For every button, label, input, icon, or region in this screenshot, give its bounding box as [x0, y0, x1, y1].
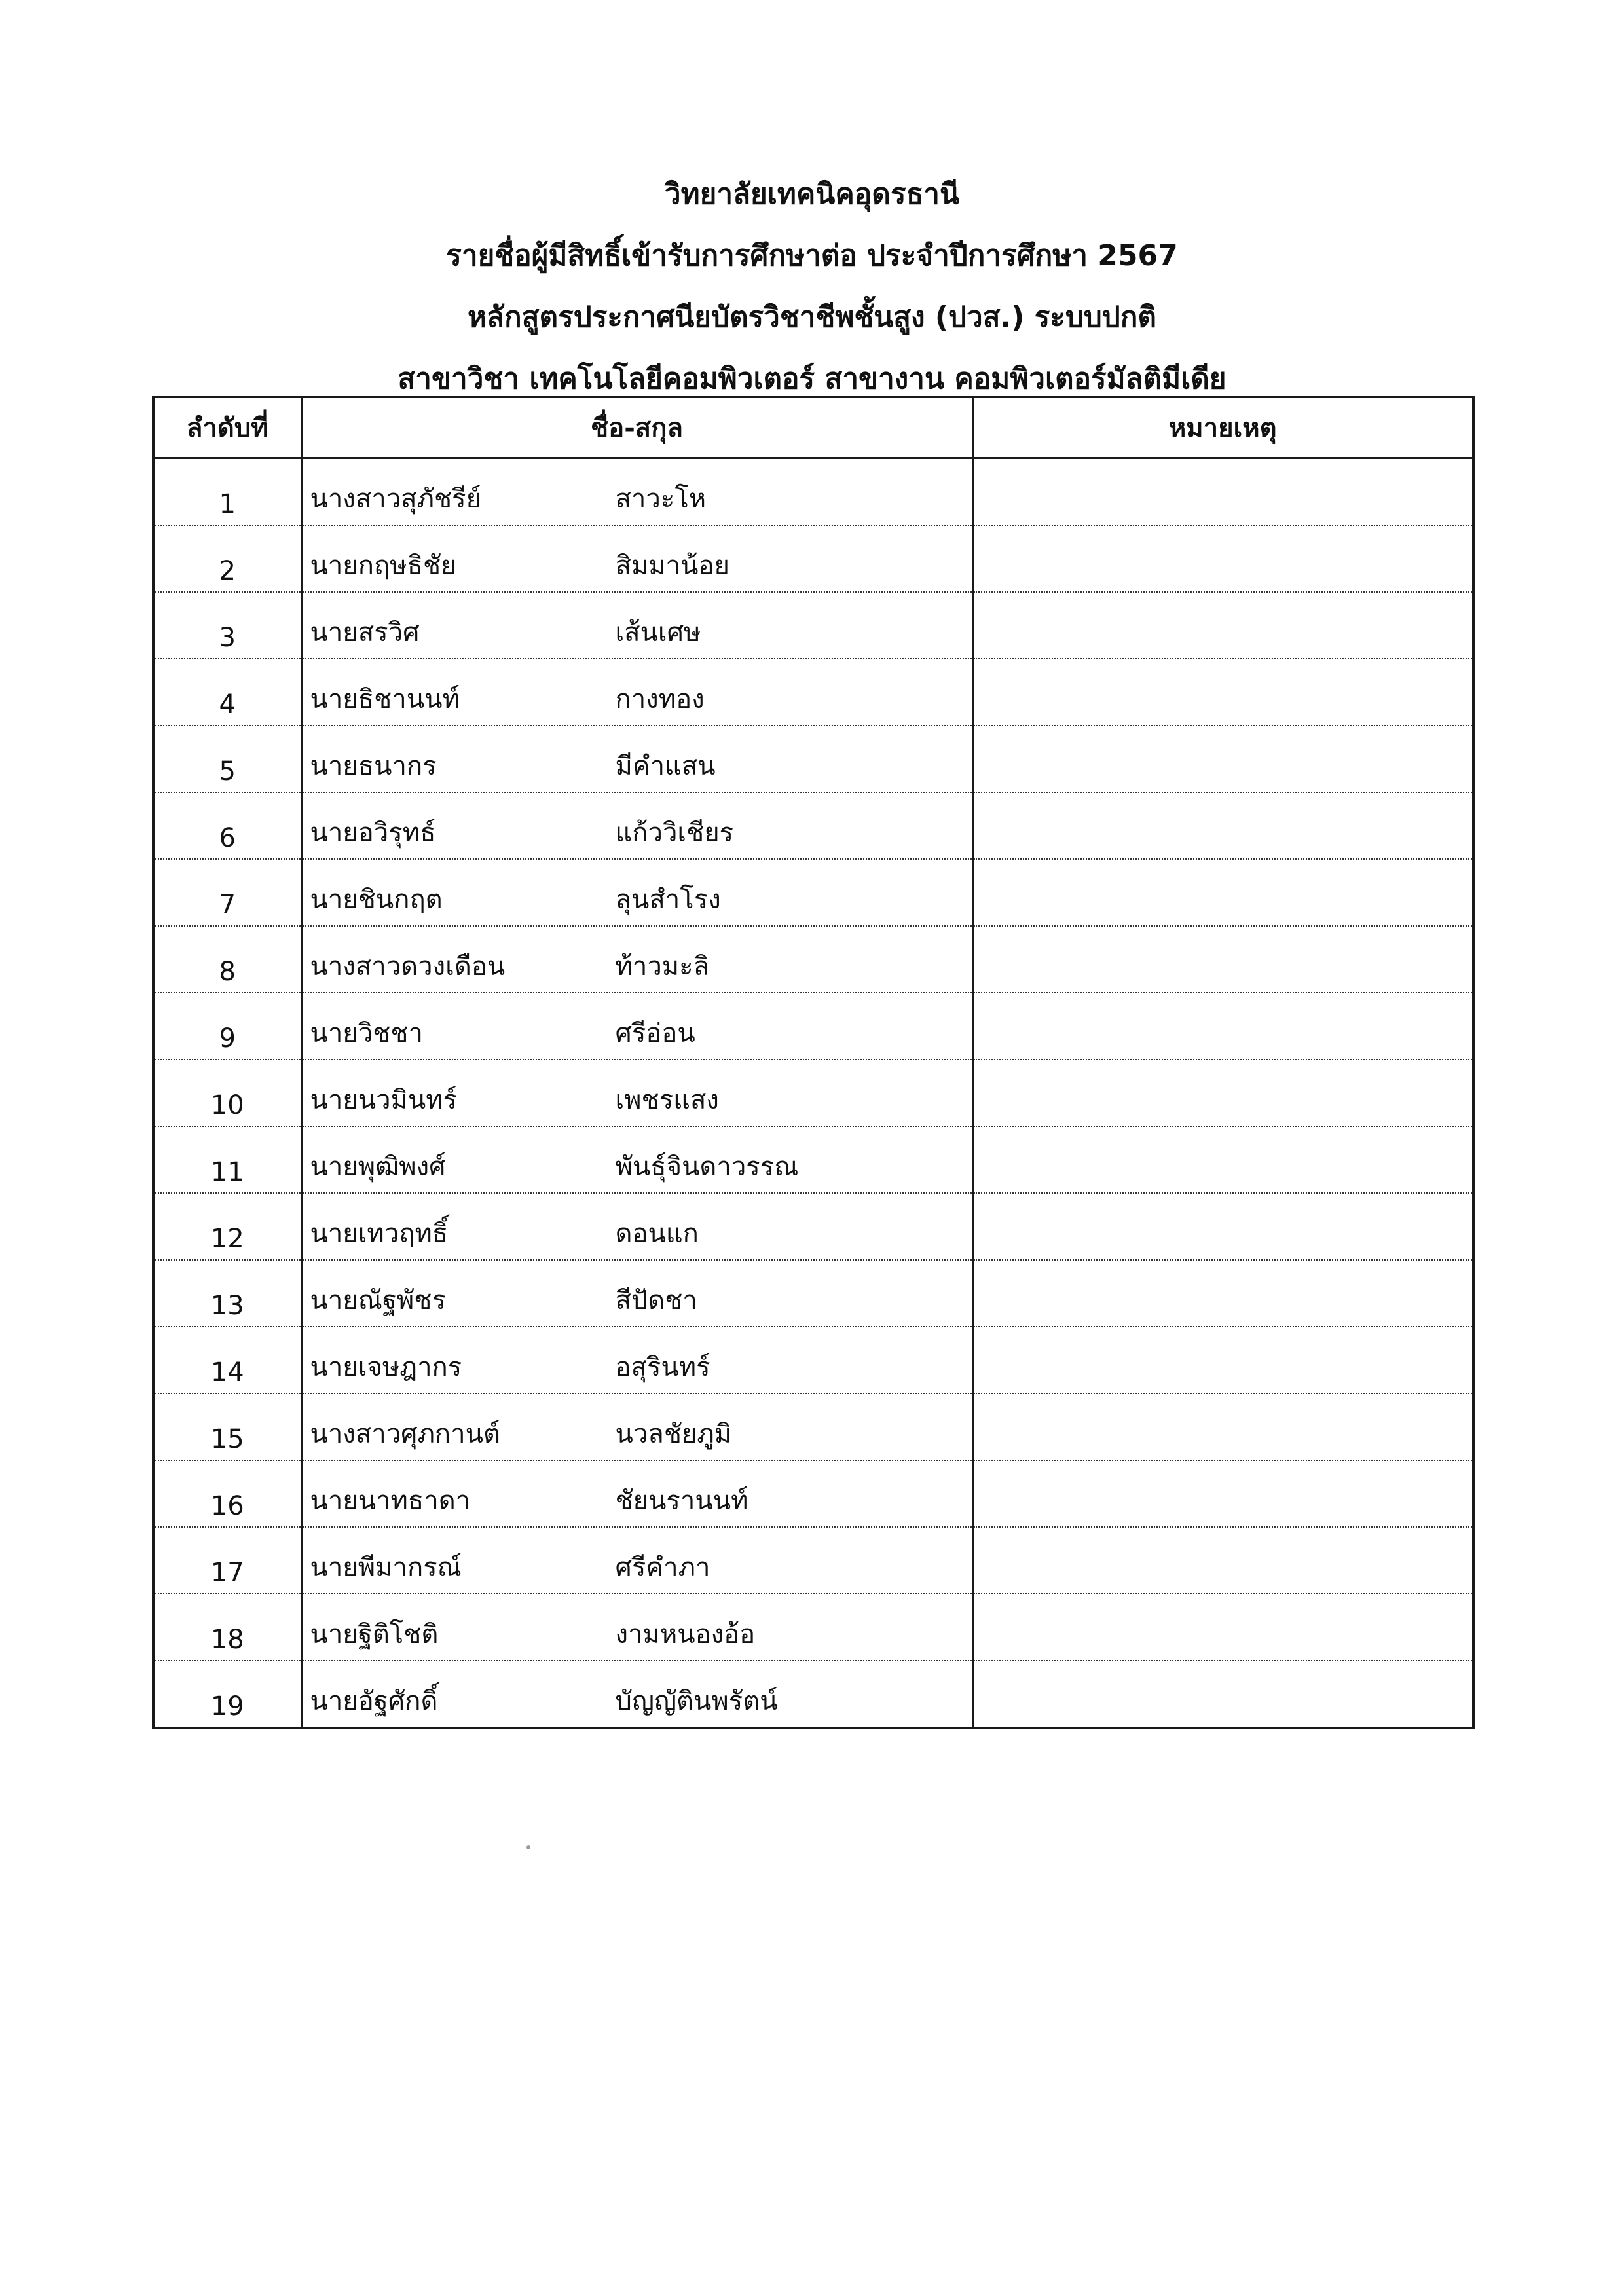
student-name-cell: [301, 458, 972, 526]
row-number: 15: [153, 1393, 301, 1460]
table-row: [153, 458, 1473, 526]
student-name-cell: [301, 659, 972, 726]
student-last-name: สิมมาน้อย: [615, 551, 729, 581]
column-header-number: ลำดับที่: [153, 397, 301, 458]
student-last-name: ชัยนรานนท์: [615, 1486, 748, 1516]
student-last-name: นวลชัยภูมิ: [615, 1419, 732, 1449]
student-last-name: เพชรแสง: [615, 1085, 719, 1115]
row-number: 7: [153, 859, 301, 926]
note-cell: [972, 1460, 1473, 1527]
student-first-name: นายพีมากรณ์: [310, 1553, 462, 1583]
student-first-name: นายสรวิศ: [310, 617, 420, 648]
note-cell: [972, 1126, 1473, 1193]
note-cell: [972, 993, 1473, 1059]
student-first-name: นางสาวดวงเดือน: [310, 951, 506, 982]
note-cell: [972, 458, 1473, 526]
student-first-name: นายชินกฤต: [310, 885, 443, 915]
major-title: สาขาวิชา เทคโนโลยีคอมพิวเตอร์ สาขางาน คอมพิวเตอร์มัลติมีเดีย: [397, 362, 1227, 396]
student-first-name: นายฐิติโชติ: [310, 1619, 439, 1649]
institution-name: วิทยาลัยเทคนิคอุดรธานี: [664, 177, 960, 211]
student-last-name: ดอนแก: [615, 1219, 699, 1249]
note-cell: [972, 592, 1473, 659]
row-number: 5: [153, 726, 301, 792]
table-row: [153, 525, 1473, 592]
student-name-cell: [301, 1126, 972, 1193]
scan-speck: [526, 1845, 530, 1849]
student-first-name: นายวิชชา: [310, 1018, 423, 1048]
student-first-name: นางสาวสุภัชรีย์: [310, 484, 482, 514]
note-cell: [972, 1393, 1473, 1460]
row-number: 6: [153, 792, 301, 859]
student-first-name: นายพุฒิพงศ์: [310, 1152, 446, 1182]
table-row: [153, 1661, 1473, 1728]
student-first-name: นายธิชานนท์: [310, 684, 460, 714]
student-last-name: สีปัดชา: [615, 1285, 697, 1316]
student-name-cell: [301, 926, 972, 993]
row-number: 17: [153, 1527, 301, 1594]
note-cell: [972, 792, 1473, 859]
list-title: รายชื่อผู้มีสิทธิ์เข้ารับการศึกษาต่อ ประจำปีการศึกษา 2567: [446, 239, 1178, 272]
table-header-row: [153, 397, 1473, 458]
row-number: 18: [153, 1594, 301, 1661]
table-row: [153, 592, 1473, 659]
table-body: [153, 458, 1473, 1729]
table-row: [153, 1460, 1473, 1527]
table-row: [153, 1594, 1473, 1661]
student-name-cell: [301, 859, 972, 926]
table-row: [153, 993, 1473, 1059]
student-first-name: นายเทวฤทธิ์: [310, 1219, 449, 1249]
table-row: [153, 1059, 1473, 1126]
column-header-name: ชื่อ-สกุล: [301, 397, 972, 458]
student-first-name: นายกฤษธิชัย: [310, 551, 456, 581]
document-header: [0, 164, 1624, 410]
student-last-name: สาวะโห: [615, 484, 707, 514]
student-name-cell: [301, 1527, 972, 1594]
row-number: 16: [153, 1460, 301, 1527]
student-last-name: ศรีอ่อน: [615, 1018, 695, 1048]
row-number: 10: [153, 1059, 301, 1126]
student-first-name: นายนาทธาดา: [310, 1486, 471, 1516]
note-cell: [972, 1260, 1473, 1327]
table-row: [153, 1193, 1473, 1260]
row-number: 3: [153, 592, 301, 659]
student-name-cell: [301, 1193, 972, 1260]
student-last-name: บัญญัตินพรัตน์: [615, 1686, 778, 1716]
student-last-name: กางทอง: [615, 684, 705, 714]
note-cell: [972, 1193, 1473, 1260]
note-cell: [972, 726, 1473, 792]
student-name-cell: [301, 1594, 972, 1661]
note-cell: [972, 1594, 1473, 1661]
note-cell: [972, 525, 1473, 592]
student-name-cell: [301, 1260, 972, 1327]
student-last-name: เส้นเศษ: [615, 617, 701, 648]
student-name-cell: [301, 1327, 972, 1393]
student-name-cell: [301, 726, 972, 792]
row-number: 13: [153, 1260, 301, 1327]
student-name-cell: [301, 792, 972, 859]
row-number: 14: [153, 1327, 301, 1393]
student-last-name: พันธุ์จินดาวรรณ: [615, 1152, 799, 1182]
row-number: 2: [153, 525, 301, 592]
program-title: หลักสูตรประกาศนียบัตรวิชาชีพชั้นสูง (ปวส.) ระบบปกติ: [468, 301, 1156, 334]
table-row: [153, 1126, 1473, 1193]
student-list-table: [152, 396, 1475, 1729]
row-number: 12: [153, 1193, 301, 1260]
student-last-name: แก้ววิเชียร: [615, 818, 734, 848]
student-name-cell: [301, 993, 972, 1059]
row-number: 8: [153, 926, 301, 993]
note-cell: [972, 926, 1473, 993]
note-cell: [972, 1327, 1473, 1393]
student-last-name: ลุนสำโรง: [615, 885, 721, 915]
table-row: [153, 726, 1473, 792]
note-cell: [972, 1527, 1473, 1594]
student-name-cell: [301, 1393, 972, 1460]
note-cell: [972, 1661, 1473, 1728]
column-header-note: หมายเหตุ: [972, 397, 1473, 458]
table-row: [153, 1327, 1473, 1393]
row-number: 19: [153, 1661, 301, 1728]
table-row: [153, 1260, 1473, 1327]
student-name-cell: [301, 1460, 972, 1527]
student-last-name: อสุรินทร์: [615, 1352, 710, 1382]
table-row: [153, 1527, 1473, 1594]
table-row: [153, 792, 1473, 859]
student-first-name: นางสาวศุภกานต์: [310, 1419, 500, 1449]
student-first-name: นายนวมินทร์: [310, 1085, 458, 1115]
student-name-cell: [301, 1661, 972, 1728]
note-cell: [972, 1059, 1473, 1126]
student-last-name: ท้าวมะลิ: [615, 951, 710, 982]
table-row: [153, 859, 1473, 926]
student-name-cell: [301, 592, 972, 659]
row-number: 4: [153, 659, 301, 726]
student-first-name: นายธนากร: [310, 751, 437, 781]
table-row: [153, 926, 1473, 993]
note-cell: [972, 659, 1473, 726]
student-first-name: นายอวิรุทธ์: [310, 818, 436, 848]
note-cell: [972, 859, 1473, 926]
student-name-cell: [301, 1059, 972, 1126]
table-row: [153, 1393, 1473, 1460]
student-last-name: มีคำแสน: [615, 751, 716, 781]
row-number: 9: [153, 993, 301, 1059]
student-last-name: ศรีคำภา: [615, 1553, 710, 1583]
row-number: 11: [153, 1126, 301, 1193]
table-row: [153, 659, 1473, 726]
student-first-name: นายณัฐพัชร: [310, 1285, 446, 1316]
student-name-cell: [301, 525, 972, 592]
student-first-name: นายอัฐศักดิ์: [310, 1686, 438, 1716]
student-last-name: งามหนองอ้อ: [615, 1619, 756, 1649]
student-first-name: นายเจษฎากร: [310, 1352, 462, 1382]
row-number: 1: [153, 458, 301, 526]
